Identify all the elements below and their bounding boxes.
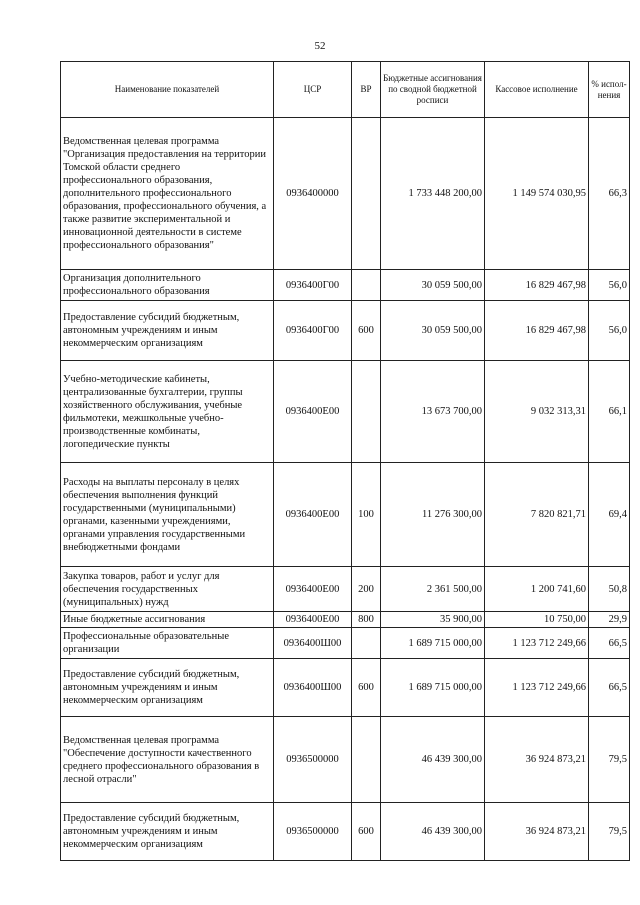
row-budget: 13 673 700,00: [381, 361, 485, 463]
row-vr: 800: [352, 612, 381, 628]
table-row: [61, 361, 630, 463]
header-name: Наименование показателей: [61, 62, 274, 118]
row-cash: 1 149 574 030,95: [485, 118, 589, 270]
row-name: Иные бюджетные ассигнования: [61, 612, 274, 628]
row-budget: 46 439 300,00: [381, 717, 485, 803]
header-cash-execution: Кассовое исполнение: [485, 62, 589, 118]
row-name: Ведомственная целевая программа "Обеспечение доступности качественного среднего профессионального образования в лесной отрасли": [61, 717, 274, 803]
row-cash: 16 829 467,98: [485, 270, 589, 301]
row-budget: 35 900,00: [381, 612, 485, 628]
row-percent: 66,3: [589, 118, 630, 270]
table-row: [61, 717, 630, 803]
row-percent: 66,5: [589, 628, 630, 659]
row-budget: 11 276 300,00: [381, 463, 485, 567]
header-vr: ВР: [352, 62, 381, 118]
row-budget: 1 689 715 000,00: [381, 628, 485, 659]
row-cash: 10 750,00: [485, 612, 589, 628]
table-row: [61, 659, 630, 717]
table-row: [61, 463, 630, 567]
row-cash: 1 123 712 249,66: [485, 628, 589, 659]
table-row: [61, 803, 630, 861]
row-csr: 0936400Е00: [274, 612, 352, 628]
row-budget: 2 361 500,00: [381, 567, 485, 612]
row-budget: 30 059 500,00: [381, 301, 485, 361]
row-budget: 30 059 500,00: [381, 270, 485, 301]
row-name: Предоставление субсидий бюджетным, автономным учреждениям и иным некоммерческим организациям: [61, 301, 274, 361]
table-row: [61, 301, 630, 361]
row-cash: 9 032 313,31: [485, 361, 589, 463]
row-percent: 69,4: [589, 463, 630, 567]
row-csr: 0936400Е00: [274, 361, 352, 463]
row-vr: [352, 628, 381, 659]
row-budget: 1 733 448 200,00: [381, 118, 485, 270]
row-vr: 600: [352, 803, 381, 861]
row-cash: 36 924 873,21: [485, 717, 589, 803]
row-vr: 100: [352, 463, 381, 567]
table-row: [61, 628, 630, 659]
row-budget: 1 689 715 000,00: [381, 659, 485, 717]
row-csr: 0936400Г00: [274, 301, 352, 361]
row-vr: [352, 270, 381, 301]
row-name: Организация дополнительного профессионального образования: [61, 270, 274, 301]
row-cash: 36 924 873,21: [485, 803, 589, 861]
row-cash: 7 820 821,71: [485, 463, 589, 567]
row-cash: 1 200 741,60: [485, 567, 589, 612]
row-percent: 79,5: [589, 803, 630, 861]
row-percent: 66,5: [589, 659, 630, 717]
row-budget: 46 439 300,00: [381, 803, 485, 861]
row-cash: 1 123 712 249,66: [485, 659, 589, 717]
row-cash: 16 829 467,98: [485, 301, 589, 361]
header-csr: ЦСР: [274, 62, 352, 118]
row-name: Ведомственная целевая программа "Организация предоставления на территории Томской области среднего профессионального образования, дополнительного профессионального образования, профессионального обучения, а также развитие экспериментальной и инновационной деятельности в системе профессионального образования": [61, 118, 274, 270]
row-vr: [352, 361, 381, 463]
row-name: Расходы на выплаты персоналу в целях обеспечения выполнения функций государственными (муниципальными) органами, казенными учреждениями, органами управления государственными внебюджетными фондами: [61, 463, 274, 567]
row-percent: 56,0: [589, 301, 630, 361]
row-csr: 0936400Ш00: [274, 628, 352, 659]
page-number: 52: [314, 40, 326, 52]
row-percent: 56,0: [589, 270, 630, 301]
table-row: [61, 118, 630, 270]
header-budget-allocations: Бюджетные ассигнования по сводной бюджетной росписи: [381, 62, 485, 118]
row-name: Предоставление субсидий бюджетным, автономным учреждениям и иным некоммерческим организациям: [61, 659, 274, 717]
row-csr: 0936400000: [274, 118, 352, 270]
table-row: [61, 612, 630, 628]
row-vr: 200: [352, 567, 381, 612]
row-name: Учебно-методические кабинеты, централизованные бухгалтерии, группы хозяйственного обслуживания, учебные фильмотеки, межшкольные учебно-производственные комбинаты, логопедические пункты: [61, 361, 274, 463]
row-csr: 0936400Е00: [274, 463, 352, 567]
row-vr: 600: [352, 659, 381, 717]
row-name: Профессиональные образовательные организации: [61, 628, 274, 659]
row-percent: 50,8: [589, 567, 630, 612]
header-percent: % испол-нения: [589, 62, 630, 118]
row-csr: 0936400Г00: [274, 270, 352, 301]
row-percent: 66,1: [589, 361, 630, 463]
row-csr: 0936400Е00: [274, 567, 352, 612]
row-percent: 29,9: [589, 612, 630, 628]
table-header-row: [61, 62, 630, 118]
row-name: Закупка товаров, работ и услуг для обеспечения государственных (муниципальных) нужд: [61, 567, 274, 612]
row-csr: 0936500000: [274, 803, 352, 861]
row-name: Предоставление субсидий бюджетным, автономным учреждениям и иным некоммерческим организациям: [61, 803, 274, 861]
table-row: [61, 567, 630, 612]
row-csr: 0936500000: [274, 717, 352, 803]
row-percent: 79,5: [589, 717, 630, 803]
row-vr: [352, 717, 381, 803]
table-row: [61, 270, 630, 301]
budget-execution-table: [60, 61, 630, 861]
row-vr: 600: [352, 301, 381, 361]
row-csr: 0936400Ш00: [274, 659, 352, 717]
row-vr: [352, 118, 381, 270]
